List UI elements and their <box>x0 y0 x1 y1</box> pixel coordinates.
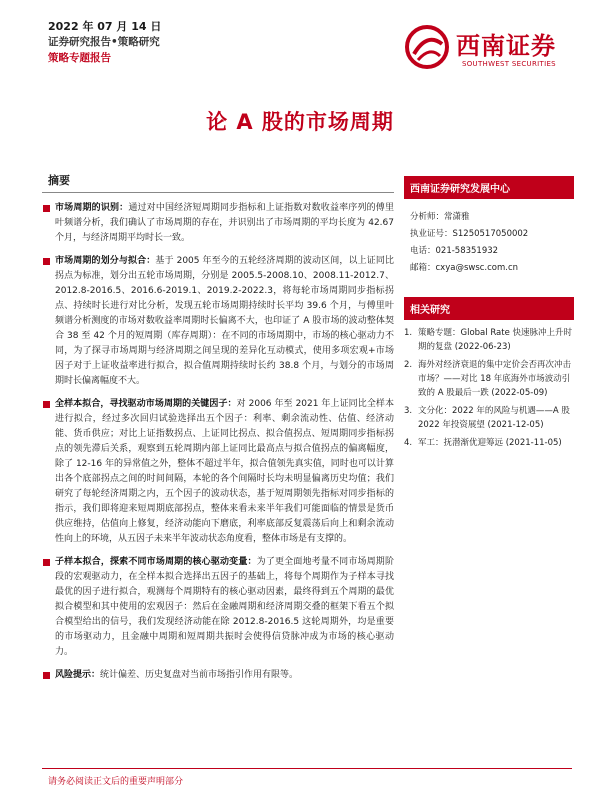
logo-mark-icon <box>404 24 450 70</box>
bullet-square-icon <box>43 559 50 566</box>
bullet-square-icon <box>43 672 50 679</box>
report-subtype: 策略专题报告 <box>48 52 111 64</box>
abstract-paragraph <box>42 254 394 389</box>
paragraph-text: 基于 2005 年至今的五轮经济周期的波动区间，以上证同比拐点为标准，划分出五轮市场周期，分别是 2005.5-2008.10、2008.11-2012.7、2012.8-2016.5、2016.6-2019.1、2019.2-2022.3，将每轮市场周期同步指标拐点、持续时长进行对比分析，发现五轮市场周期持续时长平均 39.6 个月，与傅里叶频谱分析测度的市场对数收益率周期时长偏离不大，也印证了 A 股市场的波动整体契合 38 至 42 个月的短周期（库存周期）：在不同的市场周期中，市场的核心驱动力不同，为了探寻市场周期与经济周期之间呈现的差异化互动模式，使用多项宏观+市场因子对于上证收益率进行拟合，拟合值周期持续时长约 38.8 个月，与划分的市场周期时长偏离幅度不大。 <box>55 256 394 386</box>
related-research-list <box>404 326 574 450</box>
paragraph-lead: 子样本拟合，探索不同市场周期的核心驱动变量： <box>55 557 257 567</box>
paragraph-text: 统计偏差、历史复盘对当前市场指引作用有限等。 <box>100 670 299 680</box>
abstract-heading: 摘要 <box>42 172 394 193</box>
abstract-section <box>42 172 394 691</box>
paragraph-text: 为了更全面地考量不同市场周期阶段的宏观驱动力，在全样本拟合选择出五因子的基础上，将每个周期作为子样本寻找最优的因子进行拟合，观测每个周期特有的核心驱动因素，最终得到五个周期的最优拟合模型和其中使用的宏观因子：然后在金融周期和经济周期交叠的框架下看五个拟合模型给出的信号，我们发现经济动能在除 2012.8-2016.5 这轮周期外，均是重要的市场驱动力，且金融中周期和短周期共振时会使得信贷脉冲成为市场的核心驱动力。 <box>55 557 394 657</box>
related-research-item[interactable]: 4. 军工：抚潜渐优迎筹远 (2021-11-05) <box>404 438 562 448</box>
abstract-paragraph <box>42 201 394 246</box>
footer-disclaimer: 请务必阅读正文后的重要声明部分 <box>48 777 184 787</box>
sidebar <box>404 176 574 454</box>
analyst-name: 分析师：常潇雅 <box>410 212 470 222</box>
paragraph-lead: 市场周期的划分与拟合： <box>55 256 156 266</box>
abstract-paragraph <box>42 555 394 660</box>
report-type: 证券研究报告•策略研究 <box>48 36 160 48</box>
research-center-title: 西南证券研究发展中心 <box>404 176 574 199</box>
bullet-square-icon <box>43 258 50 265</box>
analyst-license: 执业证号：S1250517050002 <box>410 229 529 239</box>
analyst-info <box>404 199 574 283</box>
bullet-square-icon <box>43 401 50 408</box>
abstract-paragraph <box>42 397 394 547</box>
related-research-item[interactable]: 3. 文分化：2022 年的风险与机遇——A 股 2022 年投资展望 (2021-12-05) <box>404 406 570 430</box>
abstract-paragraph <box>42 668 394 683</box>
report-date: 2022 年 07 月 14 日 <box>48 20 162 33</box>
paragraph-text: 通过对中国经济短周期同步指标和上证指数对数收益率序列的傅里叶频谱分析，我们确认了市场周期的存在，并识别出了市场周期的平均长度为 42.67 个月，与经济周期平均时长一致。 <box>55 203 394 243</box>
bullet-square-icon <box>43 205 50 212</box>
related-research-item[interactable]: 2. 海外对经济衰退的集中定价会否再次冲击市场？——对比 18 年底海外市场波动引致的 A 股最后一跌 (2022-05-09) <box>404 360 572 398</box>
paragraph-lead: 风险提示： <box>55 670 101 680</box>
paragraph-text: 对 2006 年至 2021 年上证同比全样本进行拟合，经过多次回归试验选择出五个因子：利率、剩余流动性、估值、经济动能、货币供应；对比上证指数拐点、上证同比拐点、拟合值拐点、短周期同步指标拐点的领先滞后关系，观察到五轮周期内部上证同比最高点与拟合值拐点的偏离幅度，除了 12-16 年的异常值之外，整体不超过半年，拟合值领先真实值，同时也可以计算出各个底部拐点之间的时间间隔，本轮的各个间隔时长均未明显偏离历史均值；我们研究了每轮经济周期之内，五个因子的波动状态，基于短周期领先指标对同步指标的指示，我们即将迎来短周期底部拐点，整体来看未来半年我们可能面临的情景是货币供应维持，估值向上修复，经济动能向下磨底，利率底部反复震荡后向上和剩余流动性向上的环境，从五因子未来半年波动状态角度看，整体市场是有支撑的。 <box>55 399 394 544</box>
logo-name-en: SOUTHWEST SECURITIES <box>462 60 556 68</box>
logo-name-cn: 西南证券 <box>456 31 556 60</box>
analyst-phone: 电话：021-58351932 <box>410 246 499 256</box>
related-research-title: 相关研究 <box>404 297 574 320</box>
page-title: 论 A 股的市场周期 <box>206 110 394 134</box>
footer-divider <box>42 768 572 769</box>
related-research-item[interactable]: 1. 策略专题：Global Rate 快速脉冲上升时期的复盘 (2022-06-23) <box>404 328 573 352</box>
analyst-email[interactable]: 邮箱：cxya@swsc.com.cn <box>410 263 519 273</box>
paragraph-lead: 市场周期的识别： <box>55 203 129 213</box>
paragraph-lead: 全样本拟合，寻找驱动市场周期的关键因子： <box>55 399 237 409</box>
company-logo <box>404 22 564 78</box>
